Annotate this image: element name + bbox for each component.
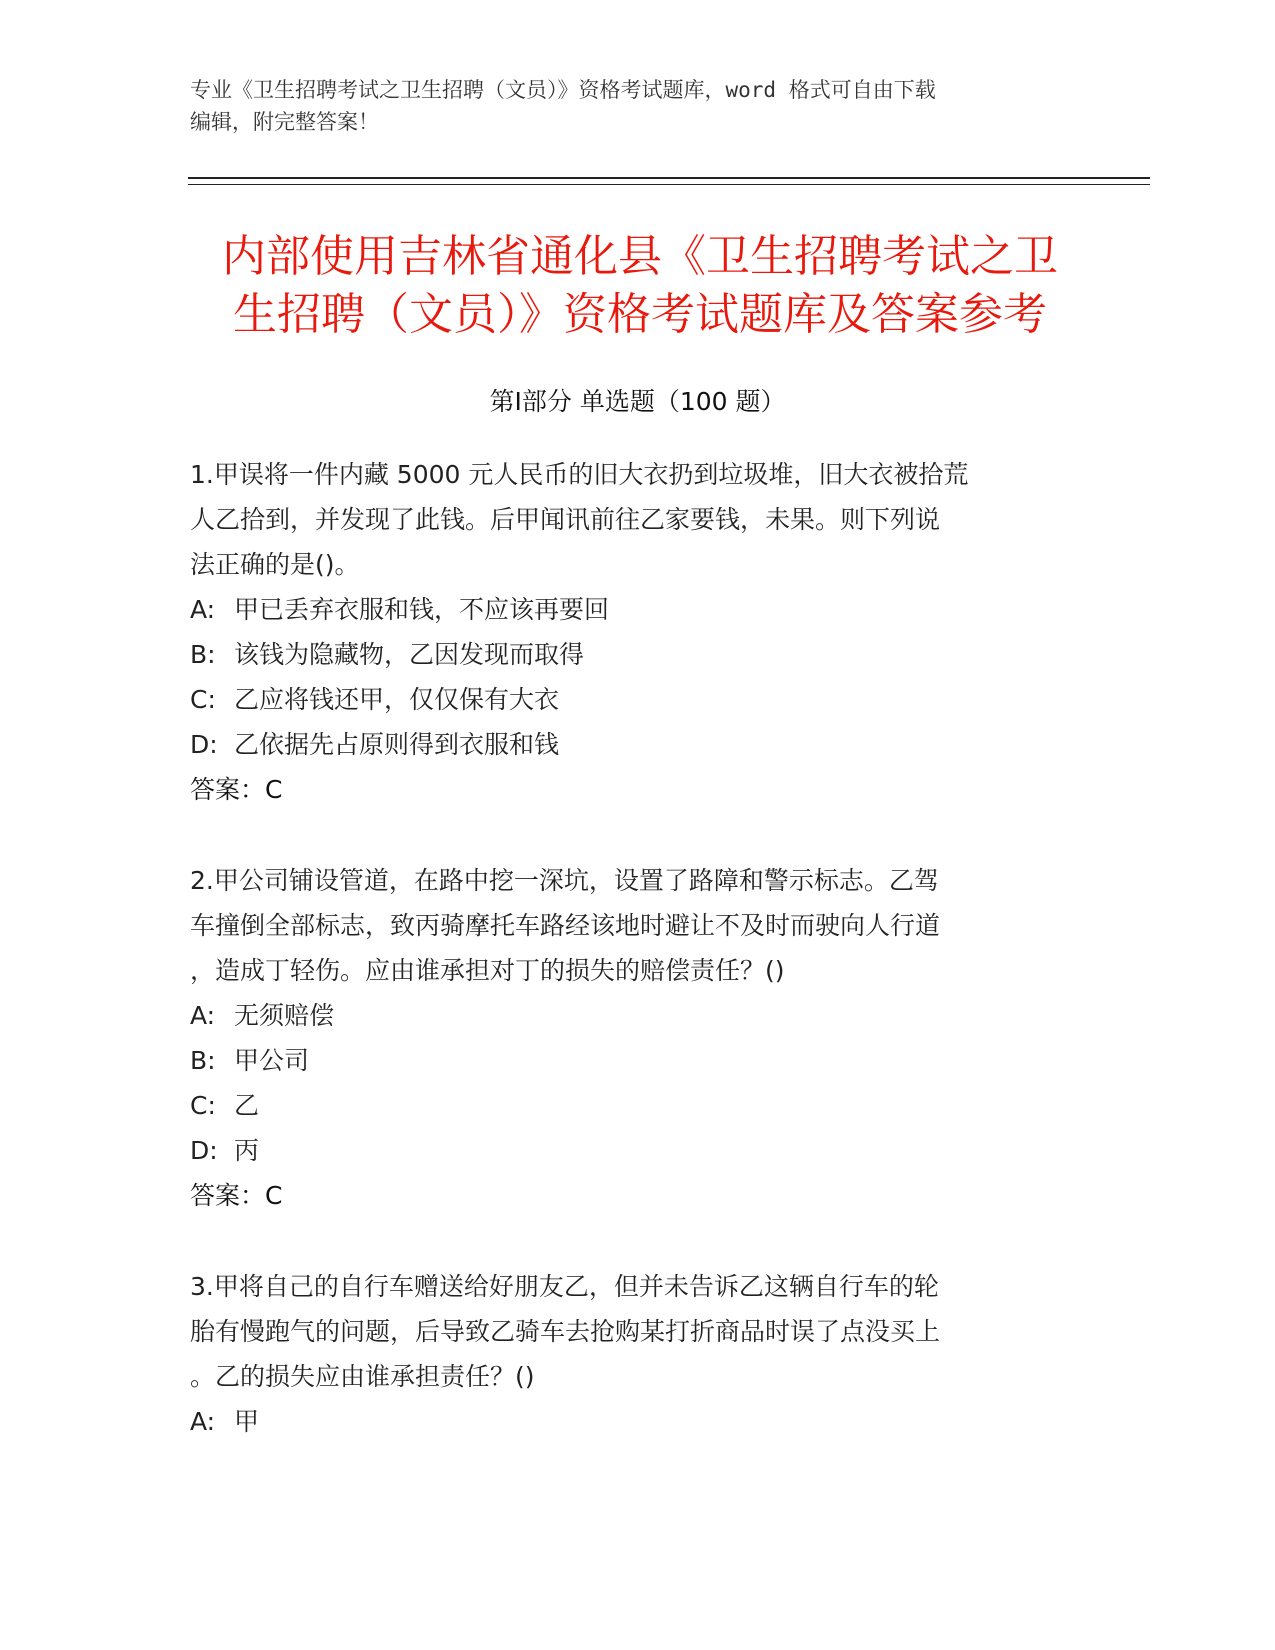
question-2-option-d bbox=[190, 1128, 1070, 1173]
header-note-line-1: 专业《卫生招聘考试之卫生招聘（文员）》资格考试题库，word 格式可自由下载 bbox=[190, 78, 936, 102]
option-key: A: bbox=[190, 1407, 216, 1436]
question-1-option-d bbox=[190, 722, 1070, 767]
question-3-line-3: 。乙的损失应由谁承担责任？() bbox=[190, 1362, 535, 1391]
question-1-option-c bbox=[190, 677, 1070, 722]
question-3 bbox=[190, 1264, 1070, 1444]
document-title-line-1: 内部使用吉林省通化县《卫生招聘考试之卫 bbox=[222, 231, 1058, 282]
option-key: B: bbox=[190, 640, 216, 669]
header-divider-thin bbox=[188, 184, 1150, 185]
option-text: 乙依据先占原则得到衣服和钱 bbox=[234, 730, 560, 759]
question-1-line-2: 人乙拾到，并发现了此钱。后甲闻讯前往乙家要钱，未果。则下列说 bbox=[190, 505, 941, 534]
option-key: B: bbox=[190, 1046, 216, 1075]
question-1-line-1: 1.甲误将一件内藏 5000 元人民币的旧大衣扔到垃圾堆，旧大衣被拾荒 bbox=[190, 460, 969, 489]
question-3-line-1: 3.甲将自己的自行车赠送给好朋友乙，但并未告诉乙这辆自行车的轮 bbox=[190, 1272, 939, 1301]
header-note bbox=[190, 74, 1070, 138]
option-text: 甲 bbox=[234, 1407, 260, 1436]
question-2-line-1: 2.甲公司铺设管道，在路中挖一深坑，设置了路障和警示标志。乙驾 bbox=[190, 866, 939, 895]
question-1-line-3: 法正确的是()。 bbox=[190, 550, 360, 579]
section-title: 第Ⅰ部分 单选题（100 题） bbox=[489, 387, 786, 416]
option-key: D: bbox=[190, 730, 218, 759]
option-key: A: bbox=[190, 1001, 216, 1030]
question-2-line-2: 车撞倒全部标志，致丙骑摩托车路经该地时避让不及时而驶向人行道 bbox=[190, 911, 941, 940]
document-title-line-2: 生招聘（文员）》资格考试题库及答案参考 bbox=[233, 289, 1047, 340]
question-1-option-a bbox=[190, 587, 1070, 632]
option-key: A: bbox=[190, 595, 216, 624]
option-key: D: bbox=[190, 1136, 218, 1165]
question-2-answer: 答案：C bbox=[190, 1181, 283, 1210]
question-3-line-2: 胎有慢跑气的问题，后导致乙骑车去抢购某打折商品时误了点没买上 bbox=[190, 1317, 941, 1346]
option-text: 乙 bbox=[234, 1091, 260, 1120]
question-1 bbox=[190, 452, 1070, 812]
option-text: 无须赔偿 bbox=[234, 1001, 335, 1030]
option-key: C: bbox=[190, 1091, 216, 1120]
question-2-line-3: ，造成丁轻伤。应由谁承担对丁的损失的赔偿责任？() bbox=[190, 956, 785, 985]
option-text: 丙 bbox=[234, 1136, 260, 1165]
question-3-option-a bbox=[190, 1399, 1070, 1444]
option-text: 该钱为隐藏物，乙因发现而取得 bbox=[234, 640, 585, 669]
document-title bbox=[200, 228, 1080, 344]
option-text: 甲公司 bbox=[234, 1046, 310, 1075]
option-key: C: bbox=[190, 685, 216, 714]
question-2-option-b bbox=[190, 1038, 1070, 1083]
option-text: 甲已丢弃衣服和钱，不应该再要回 bbox=[234, 595, 610, 624]
question-1-answer: 答案：C bbox=[190, 775, 283, 804]
option-text: 乙应将钱还甲，仅仅保有大衣 bbox=[234, 685, 560, 714]
question-1-option-b bbox=[190, 632, 1070, 677]
header-divider-thick bbox=[188, 177, 1150, 179]
header-note-line-2: 编辑，附完整答案！ bbox=[190, 110, 379, 134]
question-2 bbox=[190, 858, 1070, 1218]
question-2-option-c bbox=[190, 1083, 1070, 1128]
question-2-option-a bbox=[190, 993, 1070, 1038]
